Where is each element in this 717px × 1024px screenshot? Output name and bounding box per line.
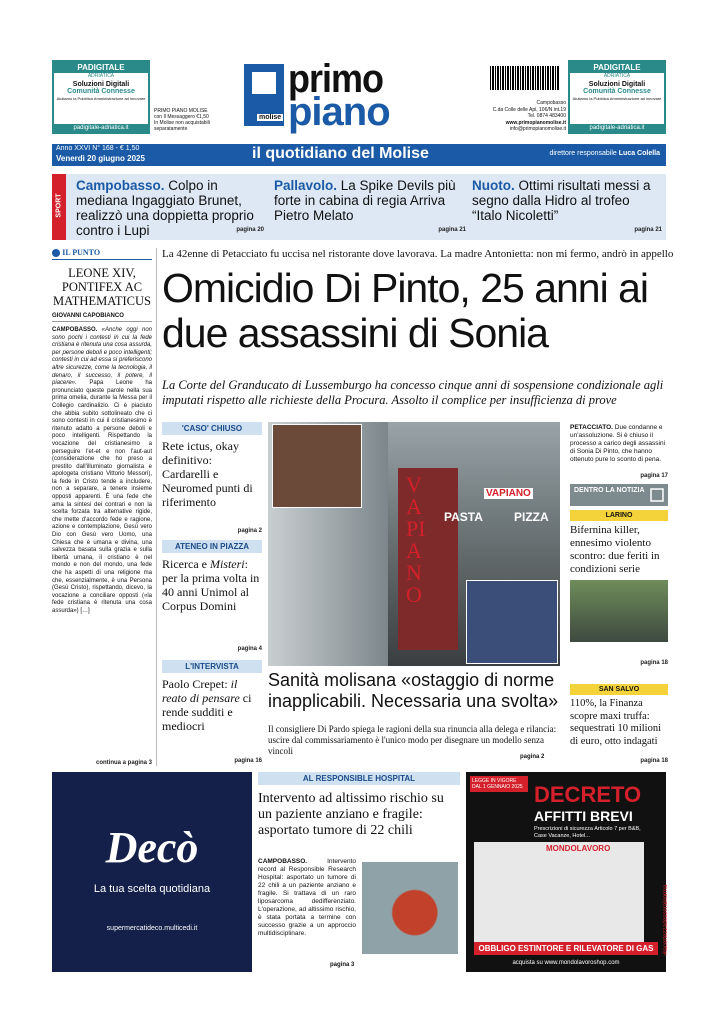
sport-text: Ottimi risultati messi a segno dalla Hidro al trofeo “Italo Nicoletti” <box>472 178 651 223</box>
page-ref: pagina 16 <box>234 758 262 764</box>
director <box>549 150 660 157</box>
page-ref: pagina 17 <box>640 473 668 479</box>
teaser-label: 'CASO' CHIUSO <box>162 422 262 435</box>
punto-label-text: IL PUNTO <box>62 248 101 257</box>
ad-title2: Comunità Connesse <box>67 88 135 95</box>
punto-lead: CAMPOBASSO. <box>52 327 98 333</box>
teaser-text: Bifernina killer, ennesimo violento scontro: due feriti in condizioni serie <box>570 524 660 575</box>
barcode <box>490 66 560 90</box>
ad-padigitale-left[interactable] <box>52 60 150 134</box>
ad-desc: Aiutiamo la Pubblica Amministrazione ad innovare <box>56 96 146 101</box>
teaser-label: SAN SALVO <box>570 684 668 695</box>
ad-padigitale-right[interactable] <box>568 60 666 134</box>
page-ref: pagina 2 <box>237 528 262 534</box>
ad-sub: ADRIATICA <box>87 73 115 79</box>
addr-5: info@primopianomolise.it <box>509 126 566 132</box>
teaser-label: LARINO <box>570 510 668 521</box>
hospital-photo <box>362 862 458 954</box>
sanita-subheadline: Il consigliere Di Pardo spiega le ragioni della sua rinuncia alla delega e rilancia: uscire dal commissariamento è l'unico modo per disegnare un modello senza vincoli <box>268 724 557 756</box>
decreto-buy: acquista su www.mondolavoroshop.com <box>512 960 620 966</box>
deco-brand: Decò <box>105 823 199 872</box>
ad-title: Soluzioni Digitali <box>72 81 130 88</box>
photo-sign-vapiano: VAPIANO <box>406 472 426 607</box>
teaser-san-salvo[interactable] <box>570 684 668 764</box>
sport-text: La Spike Devils più forte in cabina di regia Arriva Pietro Melato <box>274 178 456 223</box>
main-subheadline: La Corte del Granducato di Lussemburgo ha concesso cinque anni di sospensione condizionale agli imputati rispetto alle richieste della Procura. Assolto il complice per insufficienza di prove <box>162 378 664 407</box>
sport-item-pallavolo[interactable] <box>274 178 466 238</box>
teaser-larino[interactable] <box>570 510 668 666</box>
deco-url: supermercatideco.multicedi.it <box>106 925 198 932</box>
masthead-logo <box>244 55 392 134</box>
sport-tag-label: SPORT <box>55 193 63 218</box>
price-note <box>154 108 240 132</box>
ad-decreto[interactable] <box>466 772 669 972</box>
photo-sign-pizza: PIZZA <box>514 510 549 524</box>
punto-author: GIOVANNI CAPOBIANCO <box>52 313 152 322</box>
sport-tag <box>52 174 66 240</box>
decreto-title: DECRETO <box>534 782 642 807</box>
price-note-2: con Il Messaggero €1,50 <box>154 114 209 120</box>
page-ref: pagina 18 <box>640 660 668 666</box>
sport-text: Colpo in mediana Ingaggiato Brunet, realizzò una doppietta proprio contro i Lupi <box>76 178 254 238</box>
hospital-body <box>258 858 356 938</box>
teaser-text <box>162 677 262 733</box>
teaser-text: 110%, la Finanza scopre maxi truffa: sequestrati 10 milioni di euro, otto indagati <box>570 698 661 747</box>
address-block <box>488 100 566 133</box>
teaser-label: L'INTERVISTA <box>162 660 262 673</box>
bookmark-icon <box>650 488 664 502</box>
decreto-desc: Prescrizioni di sicurezza Articolo 7 per B&B, Case Vacanze, Hotel... <box>534 826 641 839</box>
price-note-1: PRIMO PIANO MOLISE <box>154 108 208 114</box>
addr-1: Campobasso <box>536 100 566 106</box>
teaser-caso-chiuso[interactable] <box>162 422 262 534</box>
page-ref: pagina 18 <box>640 758 668 764</box>
hospital-label: AL RESPONSIBLE HOSPITAL <box>258 772 460 785</box>
masthead-bar <box>52 144 666 166</box>
teaser-text-italic: Misteri <box>209 557 245 571</box>
addr-4: www.primopianomolise.it <box>505 119 566 126</box>
main-side-text <box>570 424 668 480</box>
dentro-label: DENTRO LA NOTIZIA <box>574 487 645 494</box>
page-ref: pagina 21 <box>634 227 662 233</box>
deco-tagline: La tua scelta quotidiana <box>93 883 211 895</box>
ad-brand: PADIGITALE <box>54 62 148 73</box>
sanita-page: pagina 2 <box>520 754 545 760</box>
teaser-text: Rete ictus, okay definitivo: Cardarelli e Neuromed punti di riferimento <box>162 439 253 509</box>
paper-tagline: il quotidiano del Molise <box>252 145 429 162</box>
punto-body <box>52 327 152 616</box>
logo-primo: primo <box>288 55 384 101</box>
side-text: Due condanne e un'assoluzione. Si è chiuso il processo a carico degli assassini di Sonia Di Pinto, che hanno ottenuto pure lo sconto di pena. <box>570 424 666 463</box>
teaser-text-italic: il reato di pensare <box>162 677 240 705</box>
larino-photo <box>570 580 668 642</box>
director-label: direttore responsabile <box>549 150 617 157</box>
hospital-lead: CAMPOBASSO. <box>258 858 308 865</box>
addr-2: C.da Colle delle Api, 106/N int.19 <box>492 106 566 113</box>
main-kicker: La 42enne di Petacciato fu uccisa nel ristorante dove lavorava. La madre Antonietta: non mi fermo, andrò in appello <box>162 248 674 260</box>
editorial-column <box>52 248 152 766</box>
addr-3: Tel. 0874 483400 <box>527 113 566 119</box>
ad-title: Soluzioni Digitali <box>588 81 646 88</box>
ad-brand: PADIGITALE <box>570 62 664 73</box>
ad-url: padigitale-adriatica.it <box>54 124 148 132</box>
photo-inset-mother <box>466 580 558 664</box>
decreto-product <box>474 842 644 942</box>
issue-date: Venerdì 20 giugno 2025 <box>56 154 145 163</box>
punto-icon <box>52 249 60 257</box>
sport-lead: Nuoto. <box>472 178 515 193</box>
punto-text: Papa Leone ha pronunciato queste parole nella sua prima omelia, durante la Messa per il Collegio cardinalizio. Ci è piaciuto che abbia subito sottolineato che ci sono contesti in cui il cristianesimo è ritenuto adatto a persone deboli e poco intelligenti. Rispettando la vocazione del cristianesimo a perseguire l'et-et e non l'aut-aut (considerazione che ho preso a prestito dall'illuminato giornalista e apologeta cristiano Vittorio Messori), la fede in Cristo tende a includere, non a separare, a tenere insieme opposti apparenti. È una fede che ama la sintesi dei contrari e non la scelta forzata tra alternative rigide, che mette d'accordo fede e ragione, azione e contemplazione, Gesù vero Dio con Gesù vero Uomo, una Chiesa che è umana e divina, una salvezza basata sulla grazia e sulla libertà umana, il cristiano è nel mondo e non del mondo, una fede che ha aspetti di una religione ma che, essenzialmente, è una Persona (Gesù Cristo), rispettando, dicevo, la vocazione a conciliare opposti («la fede cristiana è ritenuta una cosa assurda») […] <box>52 380 152 614</box>
main-headline[interactable]: Omicidio Di Pinto, 25 anni ai due assassini di Sonia <box>162 265 649 356</box>
sport-item-nuoto[interactable] <box>472 178 662 238</box>
dentro-la-notizia[interactable] <box>570 484 668 506</box>
sport-lead: Pallavolo. <box>274 178 338 193</box>
director-name: Luca Colella <box>618 150 660 157</box>
ad-sub: ADRIATICA <box>603 73 631 79</box>
decreto-subtitle: AFFITTI BREVI <box>534 808 633 824</box>
column-divider <box>156 248 157 766</box>
sport-strip <box>52 174 666 240</box>
hospital-headline: Intervento ad altissimo rischio su un paziente anziano e fragile: asportato tumore di 22 chili <box>258 791 444 838</box>
teaser-ateneo[interactable] <box>162 540 262 652</box>
ad-deco[interactable] <box>52 772 252 972</box>
sport-lead: Campobasso. <box>76 178 165 193</box>
ad-desc: Aiutiamo la Pubblica Amministrazione ad innovare <box>572 96 662 101</box>
teaser-text-1: Ricerca e <box>162 557 210 571</box>
main-photo <box>268 422 560 666</box>
photo-inset-victim <box>272 424 362 508</box>
teaser-label: ATENEO IN PIAZZA <box>162 540 262 553</box>
hospital-page: pagina 3 <box>330 962 355 968</box>
punto-continue: continua a pagina 3 <box>95 760 152 766</box>
teaser-intervista[interactable] <box>162 660 262 764</box>
price-note-3: In Molise non acquistabili <box>154 120 210 126</box>
side-lead: PETACCIATO. <box>570 424 613 431</box>
teaser-text-2: : per la prima volta in 40 anni Unimol al Corpus Domini <box>162 557 260 613</box>
decreto-side: #lacertezzadesserainorma <box>663 884 669 955</box>
page-ref: pagina 20 <box>236 227 264 233</box>
ad-title2: Comunità Connesse <box>583 88 651 95</box>
price-note-4: separatamente <box>154 126 188 132</box>
page-ref: pagina 21 <box>438 227 466 233</box>
ad-url: padigitale-adriatica.it <box>570 124 664 132</box>
punto-quote: «Anche oggi non sono pochi i contesti in cui la fede cristiana è ritenuta una cosa assurda, per persone deboli e poco intelligenti; contesti in cui ad essa si preferiscono altre sicurezze, come la tecnologia, il denaro, il successo, il potere, il piacere». <box>52 327 153 387</box>
teaser-text <box>162 557 262 613</box>
logo-molise: molise <box>259 114 282 121</box>
teaser-text-1: Paolo Crepet: <box>162 677 231 691</box>
photo-sign-pasta: PASTA <box>444 510 483 524</box>
punto-title: LEONE XIV, PONTIFEX AC MATHEMATICUS <box>53 266 151 308</box>
photo-sign-vapiano-2: VAPIANO <box>486 488 531 499</box>
decreto-brand: MONDOLAVORO <box>546 844 611 853</box>
decreto-badge: LEGGE IN VIGORE DAL 1 GENNAIO 2025 <box>470 776 528 792</box>
punto-label <box>52 248 152 260</box>
teaser-text-2: ci rende sudditi e mediocri <box>162 691 252 733</box>
decreto-obbligo: OBBLIGO ESTINTORE E RILEVATORE DI GAS <box>474 942 658 955</box>
hospital-text: Intervento record al Responsible Research Hospital: asportato un tumore di 22 chili a un paziente anziano e fragile. Si trattava di un raro liposarcoma dedifferenziato. L'operazione, ad altissimo rischio, è stata portata a termine con successo grazie a un approccio multidisciplinare. <box>258 858 356 937</box>
hospital-story[interactable] <box>258 772 460 972</box>
page-ref: pagina 4 <box>237 646 262 652</box>
sport-item-campobasso[interactable] <box>76 178 264 238</box>
issue-number: Anno XXVI N° 168 - € 1,50 <box>56 145 140 152</box>
logo-piano: piano <box>288 90 390 134</box>
sanita-headline[interactable]: Sanità molisana «ostaggio di norme inapplicabili. Necessaria una svolta» <box>268 670 559 711</box>
